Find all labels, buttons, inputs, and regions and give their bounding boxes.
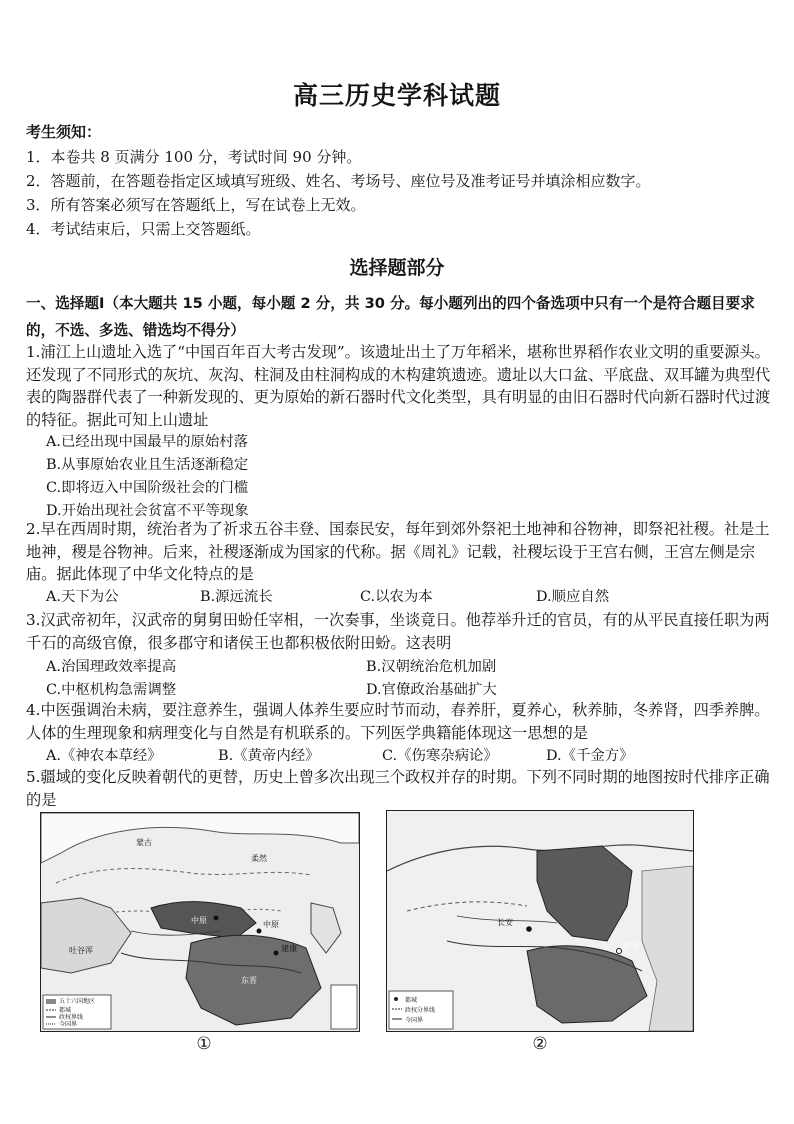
option-c: C.即将迈入中国阶级社会的门槛 [46,480,249,496]
map-label: 中原 [263,920,279,929]
notice-item: 2．答题前，在答题卷指定区域填写班级、姓名、考场号、座位号及准考证号并填涂相应数字。 [26,172,651,190]
map-2 [386,810,694,1032]
legend-label: 都城 [405,997,418,1004]
question-number: 4. [26,701,41,719]
option-a: A.已经出现中国最早的原始村落 [46,434,249,450]
question-text: 浦江上山遗址入选了“中国百年百大考古发现”。该遗址出土了万年稻米，堪称世界稻作农业文明的重要源头。还发现了不同形式的灰坑、灰沟、柱洞及由柱洞构成的木构建筑遗迹。遗址以大口盆、平底盘、双耳罐为典型代表的陶器群代表了一种新发现的、更为原始的新石器时代文化类型，具有明显的由旧石器时代向新石器时代过渡的特征。据此可知上山遗址 [26,343,771,429]
question-4 [26,699,778,744]
map-1-drawing [41,813,359,1031]
legend-label: 五十六国地区 [59,998,96,1005]
map-label: 东晋 [241,976,257,985]
map-label: 柔然 [251,854,267,863]
option-a: A.天下为公 [46,589,119,605]
option-d: D.《千金方》 [546,748,634,764]
question-number: 2. [26,520,41,538]
map-label: 长安 [497,918,513,927]
question-text: 疆域的变化反映着朝代的更替，历史上曾多次出现三个政权并存的时期。下列不同时期的地图按时代排序正确的是 [26,768,770,809]
question-3 [26,609,778,654]
notice-item: 3．所有答案必须写在答题纸上，写在试卷上无效。 [26,196,366,214]
option-c: C.以农为本 [360,589,433,605]
map-label: 中原 [191,916,207,925]
option-a: A.《神农本草经》 [46,748,162,764]
part-heading: 一、选择题Ⅰ（本大题共 15 小题，每小题 2 分，共 30 分。每小题列出的四个备选项中只有一个是符合题目要求的，不选、多选、错选均不得分） [26,295,755,339]
legend-label: 都城 [59,1007,72,1014]
option-b: B.《黄帝内经》 [218,748,320,764]
map-label: 蒙古 [136,838,152,847]
legend-label: 今国界 [405,1017,424,1024]
legend-label: 政权分界线 [405,1007,436,1014]
question-text: 汉武帝初年，汉武帝的舅舅田蚡任宰相，一次奏事，坐谈竟日。他荐举升迁的官员，有的从平民直接任职为两千石的高级官僚，很多郡守和诸侯王也都积极依附田蚡。这表明 [26,611,770,652]
map-label: 南宋 [623,941,639,950]
map-2-drawing [387,811,693,1031]
option-b: B.从事原始农业且生活逐渐稳定 [46,457,249,473]
option-d: D.顺应自然 [536,589,610,605]
map-1-label: ① [196,1034,212,1054]
notice-item: 1．本卷共 8 页满分 100 分，考试时间 90 分钟。 [26,148,362,166]
option-c: C.中枢机构急需调整 [46,682,177,698]
map-1 [40,812,360,1032]
question-text: 中医强调治未病，要注意养生，强调人体养生要应时节而动，春养肝，夏养心，秋养肺，冬养肾，四季养脾。人体的生理现象和病理变化与自然是有机联系的。下列医学典籍能体现这一思想的是 [26,701,770,742]
question-5 [26,766,778,811]
section-title: 选择题部分 [349,257,445,279]
map-label: 建康 [281,944,297,953]
legend-label: 今国界 [59,1021,78,1028]
option-b: B.汉朝统治危机加剧 [366,659,497,675]
question-number: 5. [26,768,41,786]
option-d: D.官僚政治基础扩大 [366,682,497,698]
map-label: 吐谷浑 [69,946,93,955]
exam-title: 高三历史学科试题 [292,81,501,110]
option-a: A.治国理政效率提高 [46,659,177,675]
question-number: 3. [26,611,41,629]
option-d: D.开始出现社会贫富不平等现象 [46,503,249,519]
question-text: 早在西周时期，统治者为了祈求五谷丰登、国泰民安，每年到郊外祭祀土地神和谷物神，即祭祀社稷。社是土地神，稷是谷物神。后来，社稷逐渐成为国家的代称。据《周礼》记载，社稷坛设于王宫右侧，王宫左侧是宗庙。据此体现了中华文化特点的是 [26,520,770,583]
notice-item: 4．考试结束后，只需上交答题纸。 [26,220,261,238]
option-c: C.《伤寒杂病论》 [382,748,498,764]
legend-label: 政权界线 [59,1014,84,1021]
question-1 [26,341,778,431]
map-2-label: ② [532,1034,548,1054]
question-number: 1. [26,343,41,361]
option-b: B.源远流长 [200,589,273,605]
notice-heading: 考生须知： [26,123,102,141]
question-2 [26,518,778,586]
